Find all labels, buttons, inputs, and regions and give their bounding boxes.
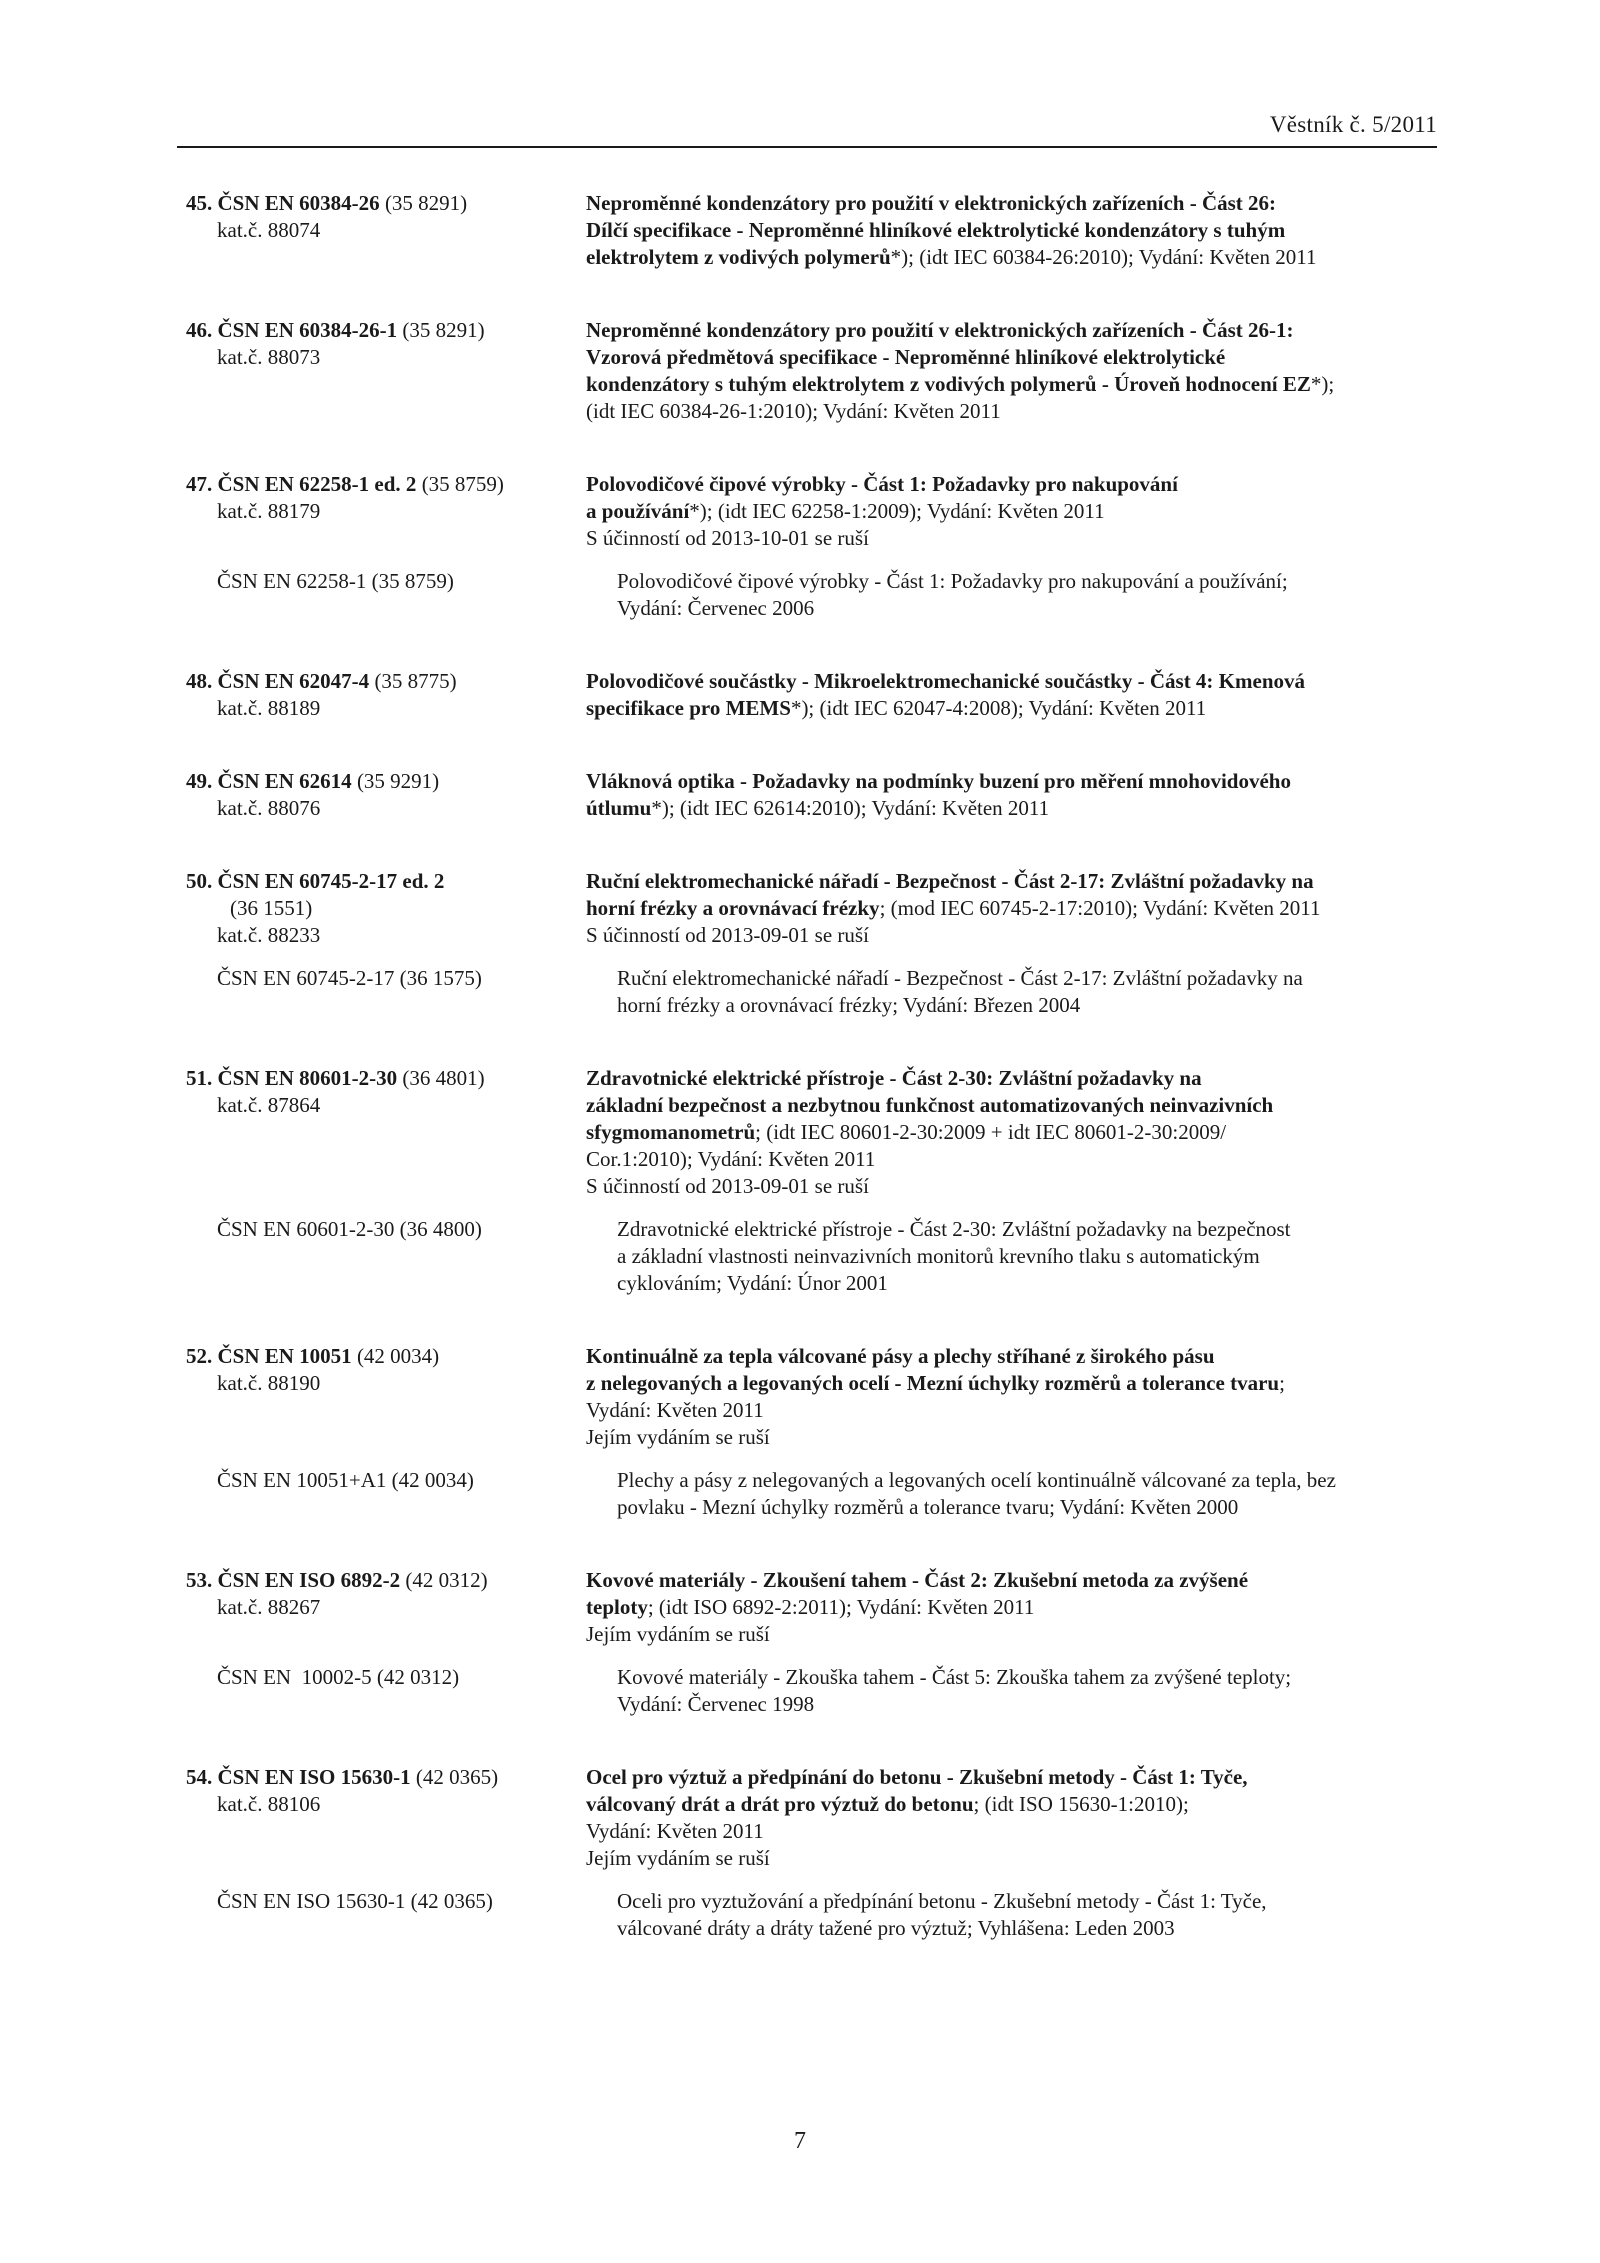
catalog-number: kat.č. 88074 <box>217 218 321 242</box>
entry-number: 54. <box>186 1765 213 1789</box>
entry-number: 52. <box>186 1344 213 1368</box>
classification-code: (35 9291) <box>356 769 440 793</box>
page-number: 7 <box>794 2128 806 2154</box>
standard-description: Ocel pro výztuž a předpínání do betonu - Zkušební metody - Část 1: Tyče, válcovaný drát a drát pro výztuž do betonu; (idt ISO 15630-1:2010); Vydání: Květen 2011 Jejím vydáním se ruší <box>586 1764 1446 1872</box>
standard-entry-54 <box>186 1764 1446 1942</box>
standard-entry-49 <box>186 768 1446 822</box>
replaced-standard-code: ČSN EN 62258-1 (35 8759) <box>217 569 454 593</box>
standard-description: Polovodičové čipové výrobky - Část 1: Požadavky pro nakupování a používání*); (idt IEC 62258-1:2009); Vydání: Květen 2011 S účinností od 2013-10-01 se ruší <box>586 471 1446 552</box>
standard-description: Ruční elektromechanické nářadí - Bezpečnost - Část 2-17: Zvláštní požadavky na horní frézky a orovnávací frézky; (mod IEC 60745-2-17:2010); Vydání: Květen 2011 S účinností od 2013-09-01 se ruší <box>586 868 1446 949</box>
standard-code: ČSN EN 62258-1 ed. 2 <box>217 472 417 496</box>
standard-code: ČSN EN 62047-4 <box>217 669 370 693</box>
replaced-standard: ČSN EN 60745-2-17 (36 1575) Ruční elektromechanické nářadí - Bezpečnost - Část 2-17: Zvláštní požadavky na horní frézky a orovnávací frézky; Vydání: Březen 2004 <box>186 965 1446 1019</box>
standard-entry-52 <box>186 1343 1446 1521</box>
standards-list <box>186 190 1446 1988</box>
entry-number: 51. <box>186 1066 213 1090</box>
standard-description: Neproměnné kondenzátory pro použití v elektronických zařízeních - Část 26-1: Vzorová předmětová specifikace - Neproměnné hliníkové elektrolytické kondenzátory s tuhým elektrolytem z vodivých polymerů - Úroveň hodnocení EZ*); (idt IEC 60384-26-1:2010); Vydání: Květen 2011 <box>586 318 1335 423</box>
classification-code: (35 8759) <box>421 472 504 496</box>
catalog-number: kat.č. 88076 <box>217 796 321 820</box>
entry-number: 49. <box>186 769 213 793</box>
catalog-number: kat.č. 88190 <box>217 1371 321 1395</box>
catalog-number: kat.č. 87864 <box>217 1093 321 1117</box>
standard-code: ČSN EN ISO 15630-1 <box>217 1765 411 1789</box>
standard-code: ČSN EN 62614 <box>217 769 352 793</box>
replaced-standard: ČSN EN 62258-1 (35 8759) Polovodičové čipové výrobky - Část 1: Požadavky pro nakupování a používání; Vydání: Červenec 2006 <box>186 568 1446 622</box>
classification-code: (36 1551) <box>230 896 313 920</box>
standard-entry-47 <box>186 471 1446 622</box>
standard-code: ČSN EN ISO 6892-2 <box>217 1568 401 1592</box>
replaced-standard: ČSN EN 60601-2-30 (36 4800) Zdravotnické elektrické přístroje - Část 2-30: Zvláštní požadavky na bezpečnost a základní vlastnosti neinvazivních monitorů krevního tlaku s automatickým cyklováním; Vydání: Únor 2001 <box>186 1216 1446 1297</box>
standard-description: Kovové materiály - Zkoušení tahem - Část 2: Zkušební metoda za zvýšené teploty; (idt ISO 6892-2:2011); Vydání: Květen 2011 Jejím vydáním se ruší <box>586 1567 1446 1648</box>
standard-entry-51 <box>186 1065 1446 1297</box>
standard-code: ČSN EN 10051 <box>217 1344 352 1368</box>
standard-entry-53 <box>186 1567 1446 1718</box>
validity-note: S účinností od 2013-09-01 se ruší <box>586 923 869 947</box>
replaced-standard: ČSN EN 10051+A1 (42 0034) Plechy a pásy z nelegovaných a legovaných ocelí kontinuálně válcované za tepla, bez povlaku - Mezní úchylky rozměrů a tolerance tvaru; Vydání: Květen 2000 <box>186 1467 1446 1521</box>
entry-number: 50. <box>186 869 213 893</box>
standard-code: ČSN EN 80601-2-30 <box>217 1066 398 1090</box>
validity-note: Jejím vydáním se ruší <box>586 1425 770 1449</box>
entry-number: 48. <box>186 669 213 693</box>
replaced-standard-code: ČSN EN 10002-5 (42 0312) <box>217 1665 460 1689</box>
classification-code: (35 8291) <box>402 318 485 342</box>
replaced-standard-code: ČSN EN ISO 15630-1 (42 0365) <box>217 1889 493 1913</box>
standard-entry-50 <box>186 868 1446 1019</box>
standard-entry-48 <box>186 668 1446 722</box>
entry-number: 53. <box>186 1568 213 1592</box>
catalog-number: kat.č. 88073 <box>217 345 321 369</box>
replaced-standard: ČSN EN 10002-5 (42 0312) Kovové materiály - Zkouška tahem - Část 5: Zkouška tahem za zvýšené teploty; Vydání: Červenec 1998 <box>186 1664 1446 1718</box>
standard-description: Polovodičové součástky - Mikroelektromechanické součástky - Část 4: Kmenová specifikace pro MEMS*); (idt IEC 62047-4:2008); Vydání: Květen 2011 <box>586 669 1306 720</box>
replaced-standard: ČSN EN ISO 15630-1 (42 0365) Oceli pro vyztužování a předpínání betonu - Zkušební metody - Část 1: Tyče, válcované dráty a dráty tažené pro výztuž; Vyhlášena: Leden 2003 <box>186 1888 1446 1942</box>
standard-description: Vláknová optika - Požadavky na podmínky buzení pro měření mnohovidového útlumu*); (idt IEC 62614:2010); Vydání: Květen 2011 <box>586 769 1291 820</box>
validity-note: Jejím vydáním se ruší <box>586 1846 770 1870</box>
entry-number: 47. <box>186 472 213 496</box>
replaced-standard-code: ČSN EN 10051+A1 (42 0034) <box>217 1468 474 1492</box>
standard-entry-45 <box>186 190 1446 271</box>
catalog-number: kat.č. 88189 <box>217 696 321 720</box>
replaced-standard-code: ČSN EN 60601-2-30 (36 4800) <box>217 1217 482 1241</box>
classification-code: (42 0312) <box>405 1568 488 1592</box>
standard-code: ČSN EN 60745-2-17 ed. 2 <box>217 869 445 893</box>
validity-note: Jejím vydáním se ruší <box>586 1622 770 1646</box>
standard-description: Zdravotnické elektrické přístroje - Část 2-30: Zvláštní požadavky na základní bezpečnost a nezbytnou funkčnost automatizovaných neinvazivních sfygmomanometrů; (idt IEC 80601-2-30:2009 + idt IEC 80601-2-30:2009/ Cor.1:2010); Vydání: Květen 2011 S účinností od 2013-09-01 se ruší <box>586 1065 1446 1200</box>
catalog-number: kat.č. 88267 <box>217 1595 321 1619</box>
catalog-number: kat.č. 88179 <box>217 499 321 523</box>
validity-note: S účinností od 2013-09-01 se ruší <box>586 1174 869 1198</box>
catalog-number: kat.č. 88233 <box>217 923 321 947</box>
standard-description: Neproměnné kondenzátory pro použití v elektronických zařízeních - Část 26: Dílčí specifikace - Neproměnné hliníkové elektrolytické kondenzátory s tuhým elektrolytem z vodivých polymerů*); (idt IEC 60384-26:2010); Vydání: Květen 2011 <box>586 191 1317 269</box>
classification-code: (42 0034) <box>356 1344 440 1368</box>
classification-code: (36 4801) <box>402 1066 485 1090</box>
page-header <box>177 112 1437 148</box>
classification-code: (35 8775) <box>374 669 457 693</box>
standard-code: ČSN EN 60384-26-1 <box>217 318 398 342</box>
bulletin-title: Věstník č. 5/2011 <box>1269 112 1437 137</box>
entry-number: 46. <box>186 318 213 342</box>
validity-note: S účinností od 2013-10-01 se ruší <box>586 526 869 550</box>
entry-number: 45. <box>186 191 213 215</box>
standard-entry-46 <box>186 317 1446 425</box>
classification-code: (35 8291) <box>384 191 468 215</box>
standard-description: Kontinuálně za tepla válcované pásy a plechy stříhané z širokého pásu z nelegovaných a legovaných ocelí - Mezní úchylky rozměrů a tolerance tvaru; Vydání: Květen 2011 Jejím vydáním se ruší <box>586 1343 1446 1451</box>
standard-code: ČSN EN 60384-26 <box>217 191 380 215</box>
catalog-number: kat.č. 88106 <box>217 1792 321 1816</box>
classification-code: (42 0365) <box>415 1765 499 1789</box>
replaced-standard-code: ČSN EN 60745-2-17 (36 1575) <box>217 966 482 990</box>
